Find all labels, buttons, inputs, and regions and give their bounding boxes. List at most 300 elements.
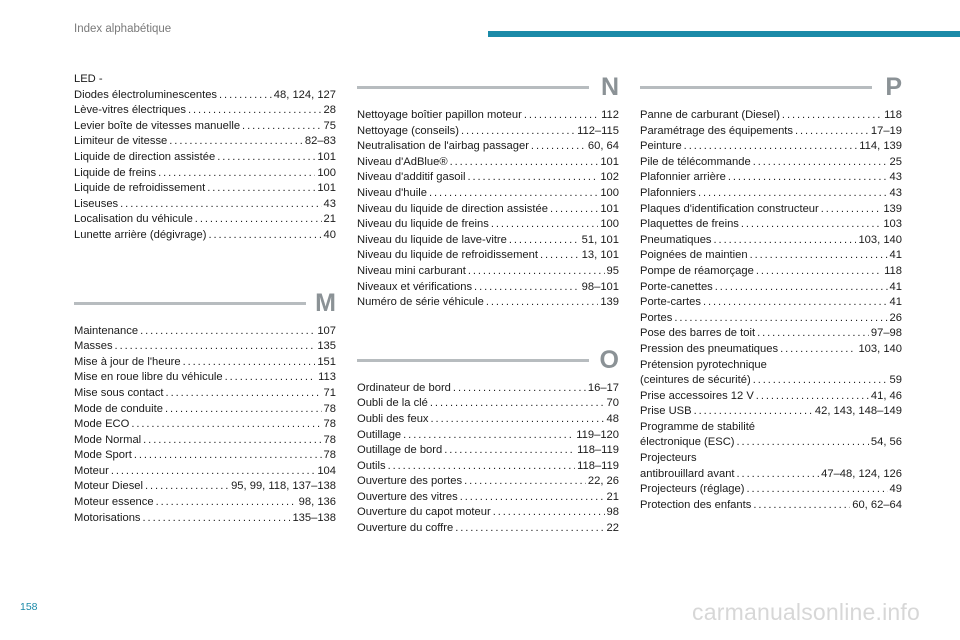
index-entry-pages: 78 [323,402,336,415]
dot-leader [195,212,322,228]
dot-leader [715,280,888,296]
index-entry [357,505,619,521]
index-entry [74,103,336,119]
index-entry-term: Pose des barres de toit [640,327,756,340]
dot-leader [111,464,316,480]
index-entry-pages: 139 [883,202,902,215]
dot-leader [166,386,322,402]
dot-leader [468,264,605,280]
index-entry-term: Outillage [357,428,402,441]
index-entry-pages: 118–119 [577,444,619,457]
dot-leader [467,170,598,186]
index-entry-term: Motorisations [74,511,141,524]
index-entry-pages: 104 [317,464,336,477]
index-entry [640,139,902,155]
index-entry-term: Numéro de série véhicule [357,296,484,309]
index-entry [357,155,619,171]
index-entry [640,295,902,311]
index-entry-pages: 43 [889,186,902,199]
index-entry-pages: 26 [889,311,902,324]
index-entry-term: Niveau d'AdBlue® [357,155,448,168]
index-entry-term: Plafonnier arrière [640,171,726,184]
index-entry [357,459,619,475]
dot-leader [753,498,850,514]
section-letter: N [600,73,619,101]
index-entry-pages: 70 [606,397,619,410]
index-entry-term: Levier boîte de vitesses manuelle [74,119,241,132]
dot-leader [684,139,858,155]
index-entry [74,228,336,244]
dot-leader [145,479,229,495]
index-entry [74,386,336,402]
index-entry-term: Poignées de maintien [640,249,748,262]
index-entry-term: Neutralisation de l'airbag passager [357,140,529,153]
index-entry [640,467,902,483]
index-entry [640,280,902,296]
index-entry [640,264,902,280]
index-entry-pages: 43 [323,197,336,210]
index-entry-term: Niveaux et vérifications [357,280,473,293]
index-entry-term: Prise USB [640,405,692,418]
section-o [357,345,619,537]
index-entry-term: Localisation du véhicule [74,213,193,226]
index-entry-term: Portes [640,311,673,324]
dot-leader [756,389,869,405]
dot-leader [728,170,888,186]
index-entry [74,134,336,150]
index-entry-term: Mise à jour de l'heure [74,355,181,368]
dot-leader [821,202,882,218]
index-entry-term: Outils [357,459,386,472]
section-header [357,345,619,377]
index-entry-heading: Programme de stabilité [640,420,756,433]
dot-leader [444,443,575,459]
index-entry-pages: 118–119 [577,459,619,472]
index-entry [640,404,902,420]
index-entry-term: Pile de télécommande [640,155,751,168]
section-m [74,288,336,527]
dot-leader [753,373,888,389]
index-entry-pages: 103, 140 [858,342,902,355]
index-entry-pages: 101 [317,182,336,195]
index-entry [74,479,336,495]
index-entry-term: Pompe de réamorçage [640,264,754,277]
index-column-left [74,72,336,526]
index-entry-term: Panne de carburant (Diesel) [640,109,780,121]
dot-leader [134,448,322,464]
section-letter: M [315,288,336,317]
index-entry [74,166,336,182]
index-entry-pages: 71 [323,386,336,399]
section-header [357,72,619,104]
index-column-right [640,72,902,513]
dot-leader [756,264,882,280]
index-entry-term: Liseuses [74,197,119,210]
index-entry [640,155,902,171]
dot-leader [120,197,321,213]
index-entry [74,88,336,104]
section-divider [357,359,589,362]
page-header-title: Index alphabétique [74,23,172,35]
index-entry [74,150,336,166]
index-entry [640,217,902,233]
index-entry-term: Pneumatiques [640,233,712,246]
section-header [640,72,902,104]
index-entry-pages: 41 [889,280,902,293]
dot-leader [188,103,322,119]
index-entry-term: Moteur [74,464,109,477]
index-entry-pages: 59 [889,374,902,387]
index-entry-pages: 82–83 [304,135,336,148]
index-entry [640,311,902,327]
index-entry [357,381,619,397]
section-p [640,72,902,513]
index-entry-term: Maintenance [74,324,139,337]
index-entry [74,511,336,527]
dot-leader [540,248,580,264]
index-entry-pages: 101 [600,202,619,215]
index-entry-pages: 17–19 [870,124,902,137]
index-entry-pages: 95, 99, 118, 137–138 [231,480,336,493]
index-entry-term: Pression des pneumatiques [640,342,779,355]
dot-leader [455,521,604,537]
index-entry-term: Plaquettes de freins [640,218,739,231]
dot-leader [493,505,605,521]
index-entry [640,202,902,218]
index-entry-term: Mode Sport [74,449,132,462]
dot-leader [509,233,580,249]
index-entry-term: Peinture [640,140,682,153]
dot-leader [388,459,575,475]
dot-leader [460,490,605,506]
index-entry-term: Plafonniers [640,186,696,199]
section-header [74,288,336,320]
index-entry-term: électronique (ESC) [640,436,735,449]
index-entry-term: Niveau du liquide de freins [357,218,489,231]
index-entry-term: Plaques d'identification constructeur [640,202,819,215]
dot-leader [430,396,605,412]
index-entry-pages: 119–120 [576,428,619,441]
index-entry [640,498,902,514]
index-entry-pages: 41 [889,249,902,262]
index-entry [74,417,336,433]
dot-leader [524,108,599,124]
index-entry [640,342,902,358]
index-entry [357,443,619,459]
index-entry-pages: 118 [884,109,902,121]
dot-leader [674,311,887,327]
index-entry [640,373,902,389]
index-entry-pages: 25 [889,155,902,168]
index-entry-term: Ordinateur de bord [357,381,451,394]
dot-leader [491,217,598,233]
index-column-middle [357,72,619,537]
dot-leader [115,339,316,355]
dot-leader [737,435,869,451]
page-number: 158 [20,601,38,613]
index-entry-pages: 100 [317,166,336,179]
index-entry [640,435,902,451]
index-entry [357,412,619,428]
index-entry-pages: 41, 46 [870,389,902,402]
index-entry-term: Outillage de bord [357,444,443,457]
index-entry-pages: 101 [600,155,619,168]
index-entry-pages: 41 [889,296,902,309]
dot-leader [208,228,321,244]
index-entry-pages: 75 [323,119,336,132]
index-entry [74,355,336,371]
index-entry-pages: 113 [318,371,336,384]
index-entry-term: Lunette arrière (dégivrage) [74,228,207,241]
index-entry [357,186,619,202]
index-entry [357,248,619,264]
dot-leader [165,402,322,418]
index-entry [640,389,902,405]
index-entry-pages: 51, 101 [581,233,619,246]
index-entry-pages: 112–115 [577,124,619,137]
dot-leader [431,412,605,428]
section-divider [640,86,872,89]
index-entry [640,233,902,249]
index-entry-term: Paramétrage des équipements [640,124,793,137]
index-entry-term: Niveau d'huile [357,186,427,199]
index-entry-pages: 13, 101 [581,249,619,262]
index-entry-heading: Prétension pyrotechnique [640,358,767,371]
index-entry-pages: 28 [323,104,336,117]
index-entry-pages: 101 [317,150,336,163]
index-entry [357,264,619,280]
index-entry [640,186,902,202]
dot-leader [217,150,315,166]
header-accent-bar [488,31,960,37]
index-entry-term: Mode de conduite [74,402,163,415]
index-entry-pages: 118 [884,264,902,277]
index-entry [357,202,619,218]
index-entry [74,448,336,464]
index-entry-term: Moteur essence [74,496,154,509]
index-entry [74,495,336,511]
index-entry-pages: 49 [889,483,902,496]
dot-leader [550,202,598,218]
dot-leader [140,324,315,340]
dot-leader [219,88,272,104]
index-entry [357,233,619,249]
index-entry-pages: 103 [883,218,902,231]
section-letter: P [885,73,902,101]
index-entry-pages: 98, 136 [298,496,336,509]
index-entry-pages: 48 [606,412,619,425]
dot-leader [737,467,820,483]
index-entry [74,119,336,135]
index-entry-term: Porte-cartes [640,296,701,309]
dot-leader [225,370,317,386]
index-entry [357,170,619,186]
index-entry-pages: 22, 26 [587,475,619,488]
index-entry-term: Diodes électroluminescentes [74,88,218,101]
index-entry-pages: 97–98 [870,327,902,340]
dot-leader [703,295,888,311]
index-entry-pages: 102 [600,171,619,184]
dot-leader [782,108,882,124]
index-entry-pages: 151 [317,355,336,368]
dot-leader [403,428,574,444]
dot-leader [531,139,586,155]
dot-leader [474,280,580,296]
section-letter: O [599,345,619,374]
index-entry-pages: 21 [606,490,619,503]
index-entry-pages: 98–101 [581,280,619,293]
dot-leader [453,381,586,397]
index-entry [640,482,902,498]
index-entry [357,124,619,140]
index-entry [357,139,619,155]
index-entry-pages: 95 [606,264,619,277]
index-entry-term: Mode Normal [74,433,142,446]
dot-leader [757,326,869,342]
index-entry-term: Oubli de la clé [357,397,428,410]
index-entry-term: Niveau du liquide de direction assistée [357,202,548,215]
dot-leader [143,511,291,527]
index-entry [74,197,336,213]
index-entry-term: Nettoyage boîtier papillon moteur [357,109,522,121]
index-entry [640,124,902,140]
index-entry-pages: 103, 140 [858,233,902,246]
dot-leader [156,495,297,511]
index-entry-term: Porte-canettes [640,280,713,293]
index-entry [74,464,336,480]
index-entry [357,490,619,506]
index-entry-heading: LED - [74,73,103,85]
index-entry-pages: 21 [323,213,336,226]
index-entry-term: Niveau d'additif gasoil [357,171,466,184]
section-l-continued [74,72,336,244]
dot-leader [714,233,857,249]
index-entry [357,295,619,311]
index-entry-term: Ouverture des portes [357,475,463,488]
dot-leader [486,295,598,311]
index-entry [74,212,336,228]
index-entry-pages: 112 [601,109,619,121]
index-entry-term: Niveau du liquide de lave-vitre [357,233,507,246]
index-entry-pages: 60, 64 [587,140,619,153]
index-entry [74,339,336,355]
index-entry-term: antibrouillard avant [640,467,735,480]
dot-leader [450,155,599,171]
index-entry-heading: Projecteurs [640,452,697,465]
index-entry-pages: 22 [606,522,619,535]
index-entry-term: Ouverture du capot moteur [357,506,491,519]
dot-leader [698,186,888,202]
dot-leader [183,355,316,371]
index-entry-term: (ceintures de sécurité) [640,374,751,387]
index-entry [74,370,336,386]
dot-leader [169,134,303,150]
index-entry [357,474,619,490]
index-entry-term: Lève-vitres électriques [74,104,186,117]
dot-leader [753,155,888,171]
index-entry-term: Niveau mini carburant [357,264,466,277]
index-entry-term: Ouverture du coffre [357,522,454,535]
index-entry-pages: 48, 124, 127 [273,88,336,101]
index-entry-pages: 78 [323,449,336,462]
index-entry-term: Mise en roue libre du véhicule [74,371,223,384]
index-entry [640,170,902,186]
dot-leader [143,433,321,449]
index-entry-pages: 78 [323,433,336,446]
index-entry-term: Mode ECO [74,418,130,431]
index-entry-pages: 100 [600,186,619,199]
index-entry [640,326,902,342]
index-entry [74,324,336,340]
index-entry [74,402,336,418]
section-n [357,72,619,311]
dot-leader [780,342,856,358]
index-entry-pages: 54, 56 [870,436,902,449]
index-entry-pages: 139 [600,296,619,309]
index-entry-term: Prise accessoires 12 V [640,389,754,402]
index-entry-term: Liquide de refroidissement [74,182,206,195]
index-entry [357,108,619,124]
index-entry [357,217,619,233]
index-entry-pages: 135 [317,340,336,353]
index-entry-pages: 42, 143, 148–149 [814,405,902,418]
index-entry-term: Ouverture des vitres [357,490,458,503]
index-entry-term: Niveau du liquide de refroidissement [357,249,538,262]
section-divider [357,86,589,89]
dot-leader [207,181,315,197]
dot-leader [741,217,881,233]
index-entry-pages: 107 [317,324,336,337]
dot-leader [746,482,887,498]
index-entry-pages: 16–17 [587,381,619,394]
dot-leader [429,186,598,202]
dot-leader [694,404,813,420]
index-entry-term: Oubli des feux [357,412,429,425]
index-entry [357,428,619,444]
index-entry-term: Projecteurs (réglage) [640,483,745,496]
dot-leader [242,119,322,135]
dot-leader [131,417,321,433]
index-entry [640,248,902,264]
dot-leader [461,124,575,140]
index-entry-pages: 98 [606,506,619,519]
watermark: carmanualsonline.info [692,599,920,625]
index-entry-term: Liquide de direction assistée [74,150,216,163]
dot-leader [158,166,315,182]
index-entry-pages: 114, 139 [859,140,902,153]
index-entry [74,181,336,197]
index-entry [357,521,619,537]
index-entry-pages: 135–138 [292,511,336,524]
index-entry-term: Liquide de freins [74,166,157,179]
index-entry-term: Masses [74,340,113,353]
index-entry-term: Mise sous contact [74,386,164,399]
index-entry [640,108,902,124]
index-entry [74,433,336,449]
index-entry [357,396,619,412]
index-entry-term: Nettoyage (conseils) [357,124,459,137]
index-entry-pages: 78 [323,418,336,431]
dot-leader [795,124,869,140]
index-entry-term: Limiteur de vitesse [74,135,168,148]
dot-leader [750,248,888,264]
index-entry-pages: 60, 62–64 [852,498,902,511]
index-entry-pages: 47–48, 124, 126 [821,467,902,480]
index-entry-pages: 43 [889,171,902,184]
index-entry-term: Moteur Diesel [74,480,144,493]
section-divider [74,302,306,305]
index-entry-pages: 100 [600,218,619,231]
